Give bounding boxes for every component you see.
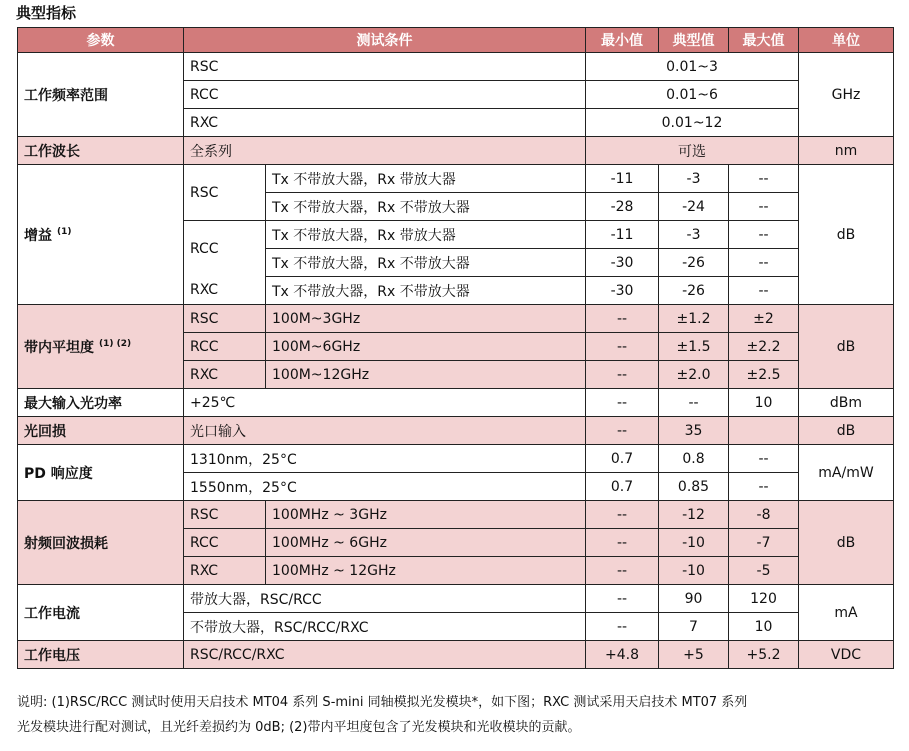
cond-cell: 100M~6GHz	[266, 333, 586, 361]
typ-cell: 0.01~3	[586, 53, 799, 81]
model-label: RXC	[190, 281, 219, 298]
max-cell: --	[729, 445, 799, 473]
model-cell: RSC	[184, 305, 266, 333]
footnote-line: 光发模块进行配对测试，且光纤差损约为 0dB; (2)带内平坦度包含了光发模块和光收模块的贡献。	[17, 720, 581, 735]
table-row	[18, 305, 894, 333]
unit-cell: GHz	[799, 53, 894, 137]
min-cell: -28	[586, 193, 659, 221]
typ-cell: -3	[659, 221, 729, 249]
footnote-ref: (1)	[57, 226, 72, 237]
typ-cell: -10	[659, 557, 729, 585]
max-cell: -5	[729, 557, 799, 585]
table-row	[18, 501, 894, 529]
param-label: 增益	[24, 227, 52, 244]
header-max: 最大值	[729, 28, 799, 53]
table-row	[18, 389, 894, 417]
typ-cell: -10	[659, 529, 729, 557]
cond-cell: RXC	[184, 109, 586, 137]
cond-cell: 100M~12GHz	[266, 361, 586, 389]
max-cell: ±2.2	[729, 333, 799, 361]
max-cell: --	[729, 277, 799, 305]
max-cell: --	[729, 193, 799, 221]
model-cell: RCC	[184, 333, 266, 361]
max-cell: +5.2	[729, 641, 799, 669]
model-cell: RCC	[184, 529, 266, 557]
cond-cell: RSC	[184, 53, 586, 81]
section-title: 典型指标	[16, 4, 77, 22]
max-cell: --	[729, 473, 799, 501]
cond-cell: 100MHz ~ 3GHz	[266, 501, 586, 529]
cond-cell: 1550nm，25°C	[184, 473, 586, 501]
typ-cell: -26	[659, 277, 729, 305]
typ-cell: ±2.0	[659, 361, 729, 389]
min-cell: -11	[586, 165, 659, 193]
max-cell: ±2	[729, 305, 799, 333]
max-cell: ±2.5	[729, 361, 799, 389]
cond-cell: Tx 不带放大器，Rx 带放大器	[266, 221, 586, 249]
footnote	[17, 690, 897, 740]
spec-table	[17, 27, 894, 669]
unit-cell: mA/mW	[799, 445, 894, 501]
table-row	[18, 137, 894, 165]
min-cell: -30	[586, 249, 659, 277]
cond-cell: Tx 不带放大器，Rx 带放大器	[266, 165, 586, 193]
cond-cell: Tx 不带放大器，Rx 不带放大器	[266, 277, 586, 305]
table-row	[18, 641, 894, 669]
header-typ: 典型值	[659, 28, 729, 53]
cond-cell: Tx 不带放大器，Rx 不带放大器	[266, 193, 586, 221]
param-name: 射频回波损耗	[18, 501, 184, 585]
cond-cell: 100M~3GHz	[266, 305, 586, 333]
typ-cell: -24	[659, 193, 729, 221]
min-cell: --	[586, 557, 659, 585]
header-param: 参数	[18, 28, 184, 53]
table-header-row	[18, 28, 894, 53]
param-name: 工作电流	[18, 585, 184, 641]
unit-cell: dBm	[799, 389, 894, 417]
unit-cell: dB	[799, 417, 894, 445]
min-cell: +4.8	[586, 641, 659, 669]
typ-cell: 35	[659, 417, 729, 445]
header-unit: 单位	[799, 28, 894, 53]
min-cell: --	[586, 529, 659, 557]
model-cell: RSC	[184, 165, 266, 221]
header-min: 最小值	[586, 28, 659, 53]
min-cell: --	[586, 613, 659, 641]
typ-cell: ±1.2	[659, 305, 729, 333]
max-cell: -7	[729, 529, 799, 557]
model-cell: RXC	[184, 361, 266, 389]
cond-cell: 带放大器，RSC/RCC	[184, 585, 586, 613]
max-cell: --	[729, 221, 799, 249]
param-name: 光回损	[18, 417, 184, 445]
max-cell: 120	[729, 585, 799, 613]
param-name: 工作波长	[18, 137, 184, 165]
min-cell: --	[586, 389, 659, 417]
typ-cell: -3	[659, 165, 729, 193]
max-cell: --	[729, 249, 799, 277]
model-cell	[184, 221, 266, 305]
param-name: 工作电压	[18, 641, 184, 669]
model-group	[190, 222, 259, 276]
cond-cell: Tx 不带放大器，Rx 不带放大器	[266, 249, 586, 277]
unit-cell: mA	[799, 585, 894, 641]
typ-cell: -26	[659, 249, 729, 277]
min-cell: --	[586, 361, 659, 389]
max-cell: -8	[729, 501, 799, 529]
cond-cell: RCC	[184, 81, 586, 109]
min-cell: --	[586, 417, 659, 445]
param-name	[18, 305, 184, 389]
min-cell: -30	[586, 277, 659, 305]
max-cell	[729, 417, 799, 445]
min-cell: 0.7	[586, 473, 659, 501]
cond-cell: 100MHz ~ 12GHz	[266, 557, 586, 585]
cond-cell: 1310nm，25°C	[184, 445, 586, 473]
min-cell: 0.7	[586, 445, 659, 473]
unit-cell: dB	[799, 165, 894, 305]
cond-cell: 光口输入	[184, 417, 586, 445]
table-row	[18, 165, 894, 193]
cond-cell: RSC/RCC/RXC	[184, 641, 586, 669]
min-cell: --	[586, 333, 659, 361]
cond-cell: +25℃	[184, 389, 586, 417]
typ-cell: 0.01~6	[586, 81, 799, 109]
header-cond: 测试条件	[184, 28, 586, 53]
table-row	[18, 445, 894, 473]
max-cell: 10	[729, 389, 799, 417]
param-label: 带内平坦度	[24, 339, 94, 356]
typ-cell: 0.01~12	[586, 109, 799, 137]
typ-cell: 90	[659, 585, 729, 613]
param-name: 工作频率范围	[18, 53, 184, 137]
typ-cell: +5	[659, 641, 729, 669]
typ-cell: ±1.5	[659, 333, 729, 361]
typ-cell: 0.85	[659, 473, 729, 501]
table-row	[18, 53, 894, 81]
typ-cell: -12	[659, 501, 729, 529]
model-cell: RXC	[184, 557, 266, 585]
unit-cell: dB	[799, 305, 894, 389]
cond-cell: 100MHz ~ 6GHz	[266, 529, 586, 557]
min-cell: --	[586, 305, 659, 333]
min-cell: --	[586, 585, 659, 613]
footnote-ref: (1) (2)	[99, 338, 132, 349]
typ-cell: 7	[659, 613, 729, 641]
param-name: 最大输入光功率	[18, 389, 184, 417]
unit-cell: dB	[799, 501, 894, 585]
model-label: RCC	[190, 241, 219, 257]
model-group	[190, 276, 259, 303]
min-cell: -11	[586, 221, 659, 249]
max-cell: --	[729, 165, 799, 193]
model-cell: RSC	[184, 501, 266, 529]
max-cell: 10	[729, 613, 799, 641]
param-name	[18, 165, 184, 305]
table-row	[18, 417, 894, 445]
typ-cell: 可选	[586, 137, 799, 165]
footnote-line: 说明: (1)RSC/RCC 测试时使用天启技术 MT04 系列 S-mini 同轴模拟光发模块*，如下图；RXC 测试采用天启技术 MT07 系列	[17, 695, 748, 710]
unit-cell: VDC	[799, 641, 894, 669]
min-cell: --	[586, 501, 659, 529]
typ-cell: 0.8	[659, 445, 729, 473]
table-row	[18, 585, 894, 613]
cond-cell: 不带放大器，RSC/RCC/RXC	[184, 613, 586, 641]
unit-cell: nm	[799, 137, 894, 165]
cond-cell: 全系列	[184, 137, 586, 165]
typ-cell: --	[659, 389, 729, 417]
param-name: PD 响应度	[18, 445, 184, 501]
